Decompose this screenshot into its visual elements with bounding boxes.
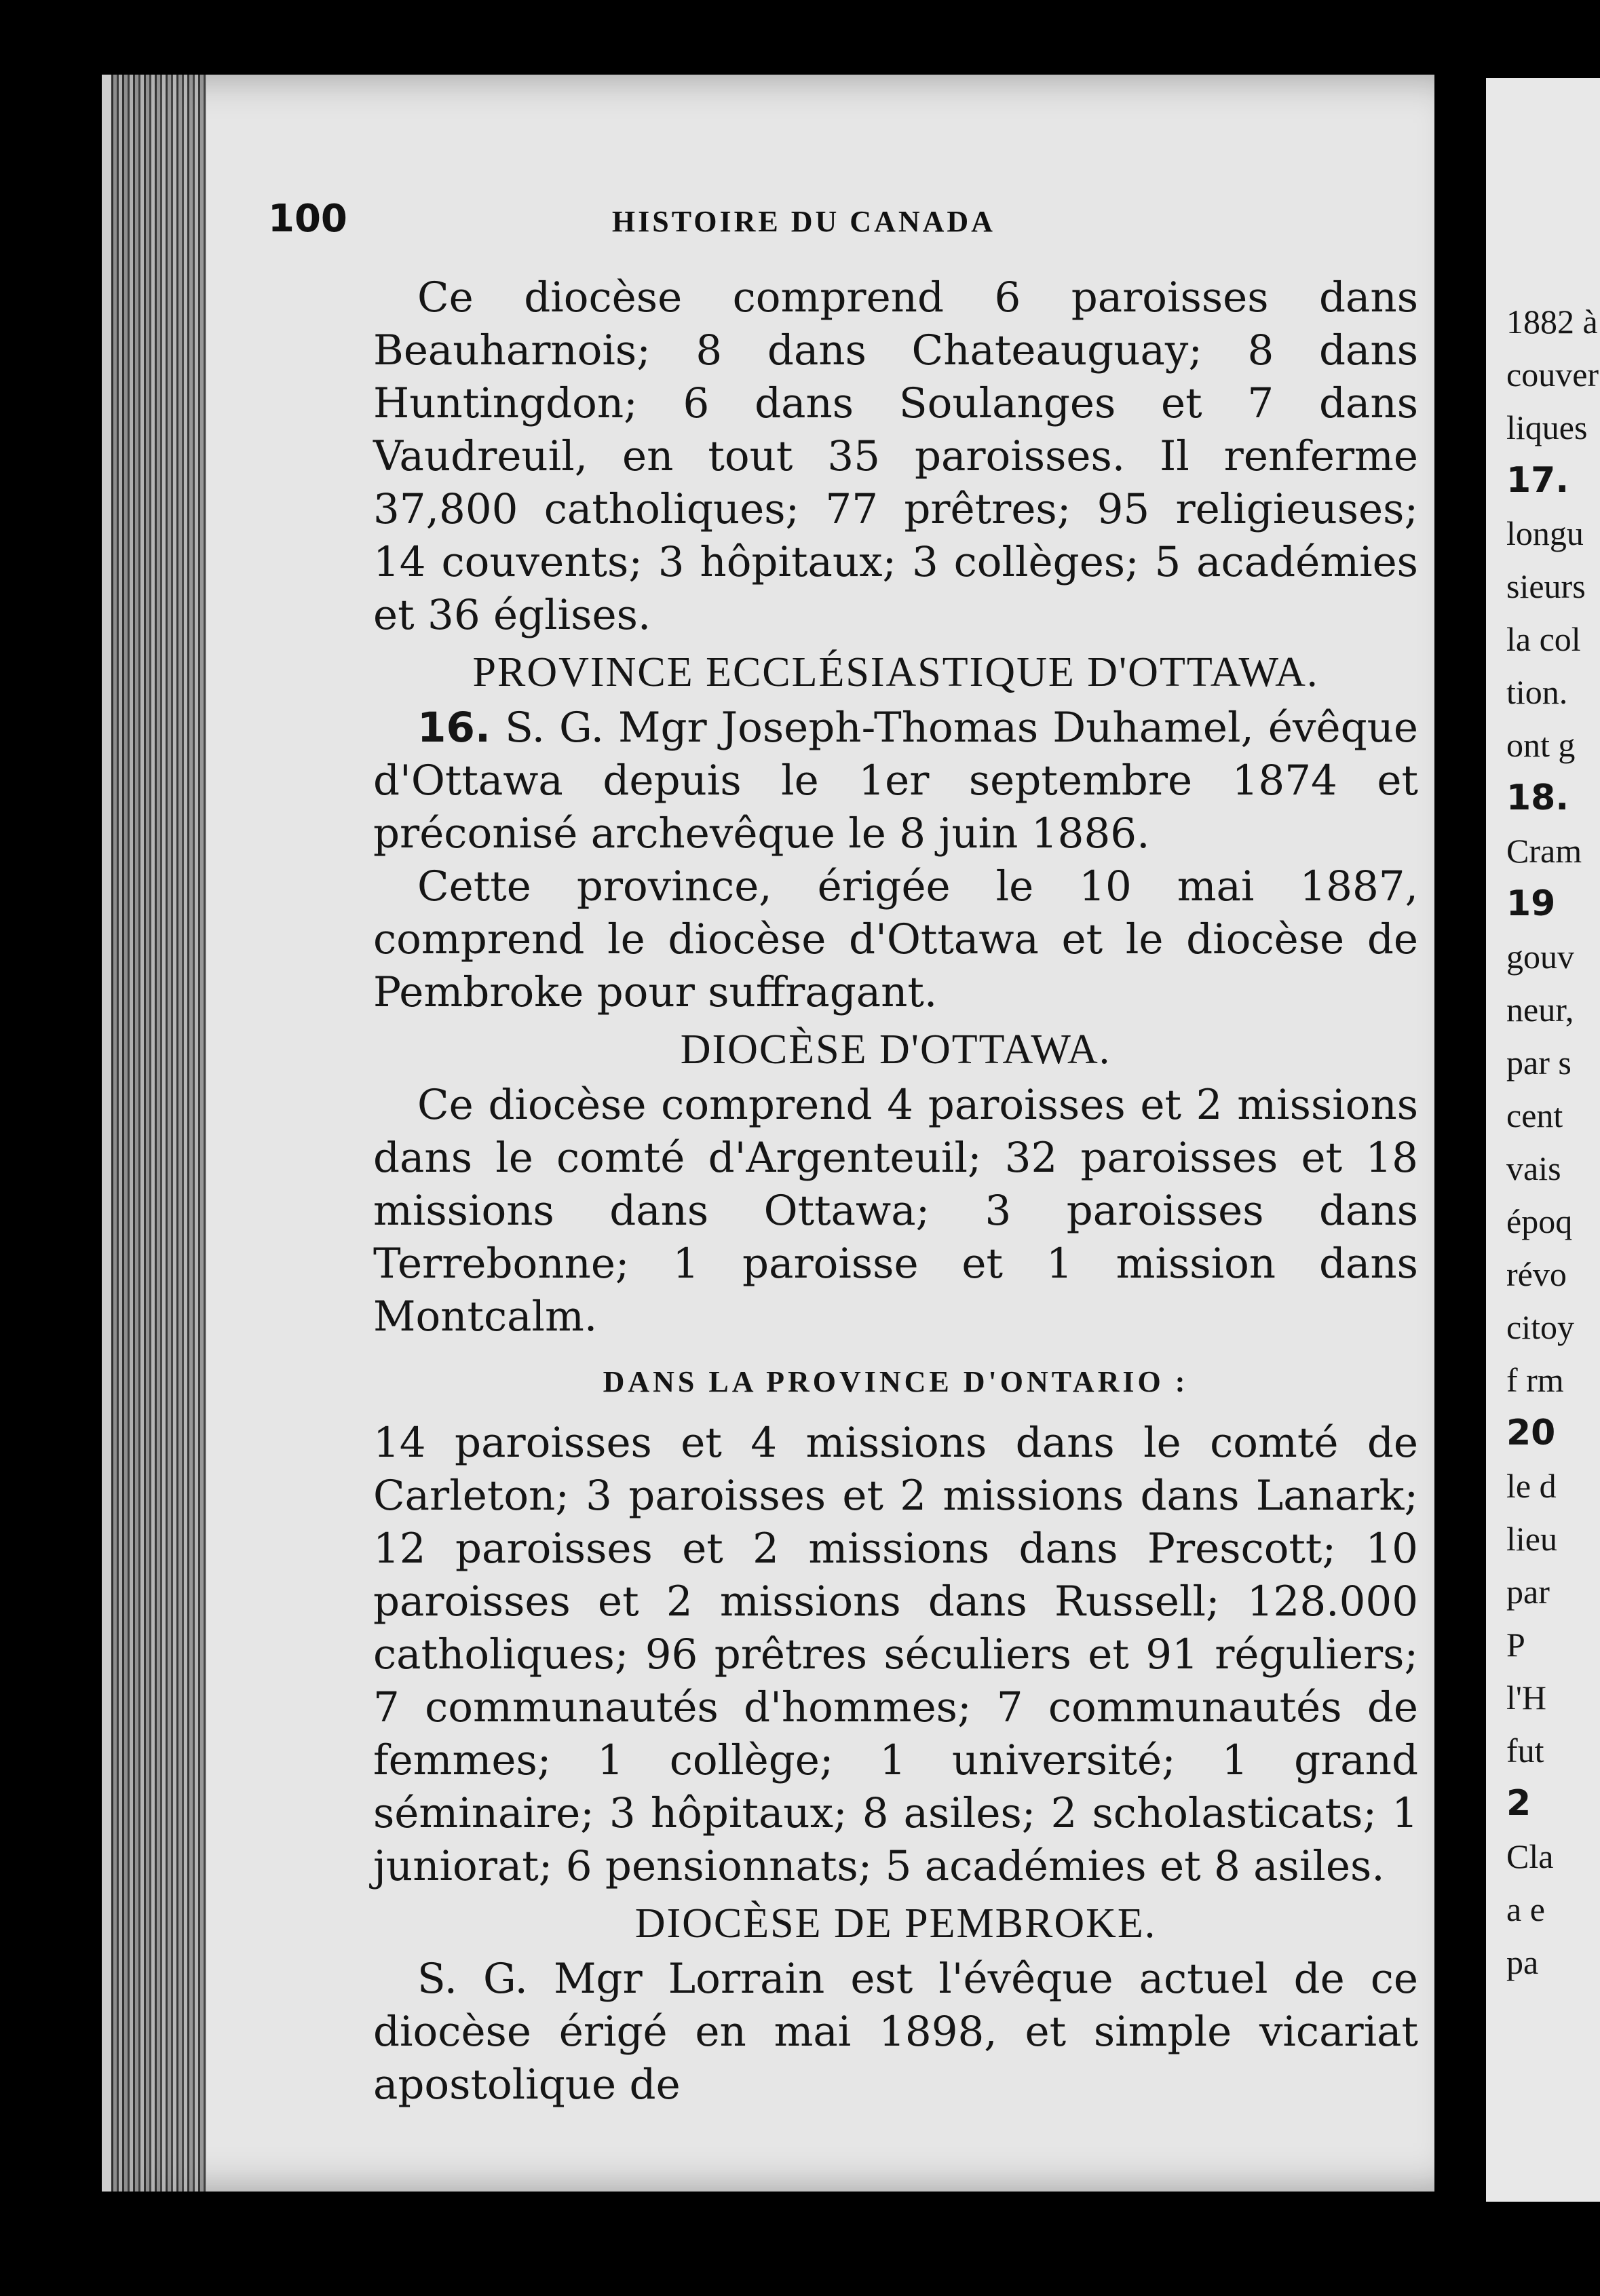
fragment-line: neur, <box>1506 991 1574 1029</box>
heading-province-ottawa: PROVINCE ECCLÉSIASTIQUE D'OTTAWA. <box>472 649 1319 695</box>
fragment-line: pa <box>1506 1943 1539 1981</box>
fragment-line: sieurs <box>1506 567 1586 605</box>
paragraph-province-erection: Cette province, érigée le 10 mai 1887, comprend le diocèse d'Ottawa et le diocèse de Pembroke pour suffragant. <box>373 862 1418 1016</box>
fragment-line: a e <box>1506 1890 1545 1928</box>
fragment-line: révo <box>1506 1255 1567 1293</box>
heading-province-ontario: DANS LA PROVINCE D'ONTARIO : <box>603 1365 1189 1398</box>
fragment-line: 18. <box>1506 778 1569 818</box>
paragraph-16 <box>373 702 1418 860</box>
fragment-line: f rm <box>1506 1361 1564 1399</box>
fragment-line: l'H <box>1506 1679 1547 1717</box>
fragment-line: par <box>1506 1573 1550 1611</box>
heading-diocese-pembroke: DIOCÈSE DE PEMBROKE. <box>634 1900 1157 1947</box>
fragment-line: 17. <box>1506 460 1569 501</box>
fragment-line: 2 <box>1506 1783 1531 1824</box>
heading-diocese-ottawa: DIOCÈSE D'OTTAWA. <box>680 1027 1111 1073</box>
fragment-line: Cla <box>1506 1837 1554 1875</box>
fragment-line: 20 <box>1506 1413 1556 1453</box>
fragment-line: cent <box>1506 1096 1563 1134</box>
fragment-line: P <box>1506 1626 1525 1664</box>
right-page <box>1486 78 1600 2202</box>
fragment-line: longu <box>1506 514 1584 552</box>
page-body <box>373 271 1418 2111</box>
running-title: HISTOIRE DU CANADA <box>611 205 995 238</box>
page-number: 100 <box>268 197 347 241</box>
fragment-line: citoy <box>1506 1308 1574 1346</box>
paragraph-16-text: S. G. Mgr Joseph-Thomas Duhamel, évêque d'Ottawa depuis le 1er septembre 1874 et préconisé archevêque le 8 juin 1886. <box>373 704 1419 858</box>
fragment-line: fut <box>1506 1731 1544 1769</box>
fragment-line: ont g <box>1506 726 1576 764</box>
fragment-line: gouv <box>1506 938 1574 976</box>
fragment-line: époq <box>1506 1202 1573 1240</box>
fragment-line: tion. <box>1506 673 1568 711</box>
fragment-line: la col <box>1506 620 1581 658</box>
fragment-line: Cram <box>1506 832 1582 870</box>
page-header <box>268 197 1150 241</box>
fragment-line: lieu <box>1506 1520 1557 1558</box>
paragraph-beauharnois-diocese: Ce diocèse comprend 6 paroisses dans Beauharnois; 8 dans Chateauguay; 8 dans Huntingdon; 6 dans Soulanges et 7 dans Vaudreuil, en tout 35 paroisses. Il renferme 37,800 catholiques; 77 prêtres; 95 religieuses; 14 couvents; 3 hôpitaux; 3 collèges; 5 académies et 36 églises. <box>373 273 1418 639</box>
fragment-line: vais <box>1506 1149 1561 1187</box>
fragment-line: par s <box>1506 1044 1572 1082</box>
paragraph-pembroke: S. G. Mgr Lorrain est l'évêque actuel de ce diocèse érigé en mai 1898, et simple vicariat apostolique de <box>373 1955 1418 2109</box>
right-page-fragments <box>1506 295 1599 1989</box>
fragment-line: 19 <box>1506 883 1556 924</box>
fragment-line: couver <box>1506 356 1599 394</box>
fragment-line: 1882 à <box>1506 303 1598 341</box>
fragment-line: le d <box>1506 1467 1557 1505</box>
paragraph-ottawa-diocese: Ce diocèse comprend 4 paroisses et 2 missions dans le comté d'Argenteuil; 32 paroisses et 18 missions dans Ottawa; 3 paroisses dans Terrebonne; 1 paroisse et 1 mission dans Montcalm. <box>373 1081 1418 1341</box>
fragment-line: liques <box>1506 408 1588 446</box>
paragraph-number: 16. <box>417 704 491 752</box>
paragraph-ontario-parishes: 14 paroisses et 4 missions dans le comté de Carleton; 3 paroisses et 2 missions dans Lanark; 12 paroisses et 2 missions dans Prescott; 10 paroisses et 2 missions dans Russell; 128.000 catholiques; 96 prêtres séculiers et 91 réguliers; 7 communautés d'hommes; 7 communautés de femmes; 1 collège; 1 université; 1 grand séminaire; 3 hôpitaux; 8 asiles; 2 scholasticats; 1 juniorat; 6 pensionnats; 5 académies et 8 asiles. <box>373 1419 1418 1890</box>
